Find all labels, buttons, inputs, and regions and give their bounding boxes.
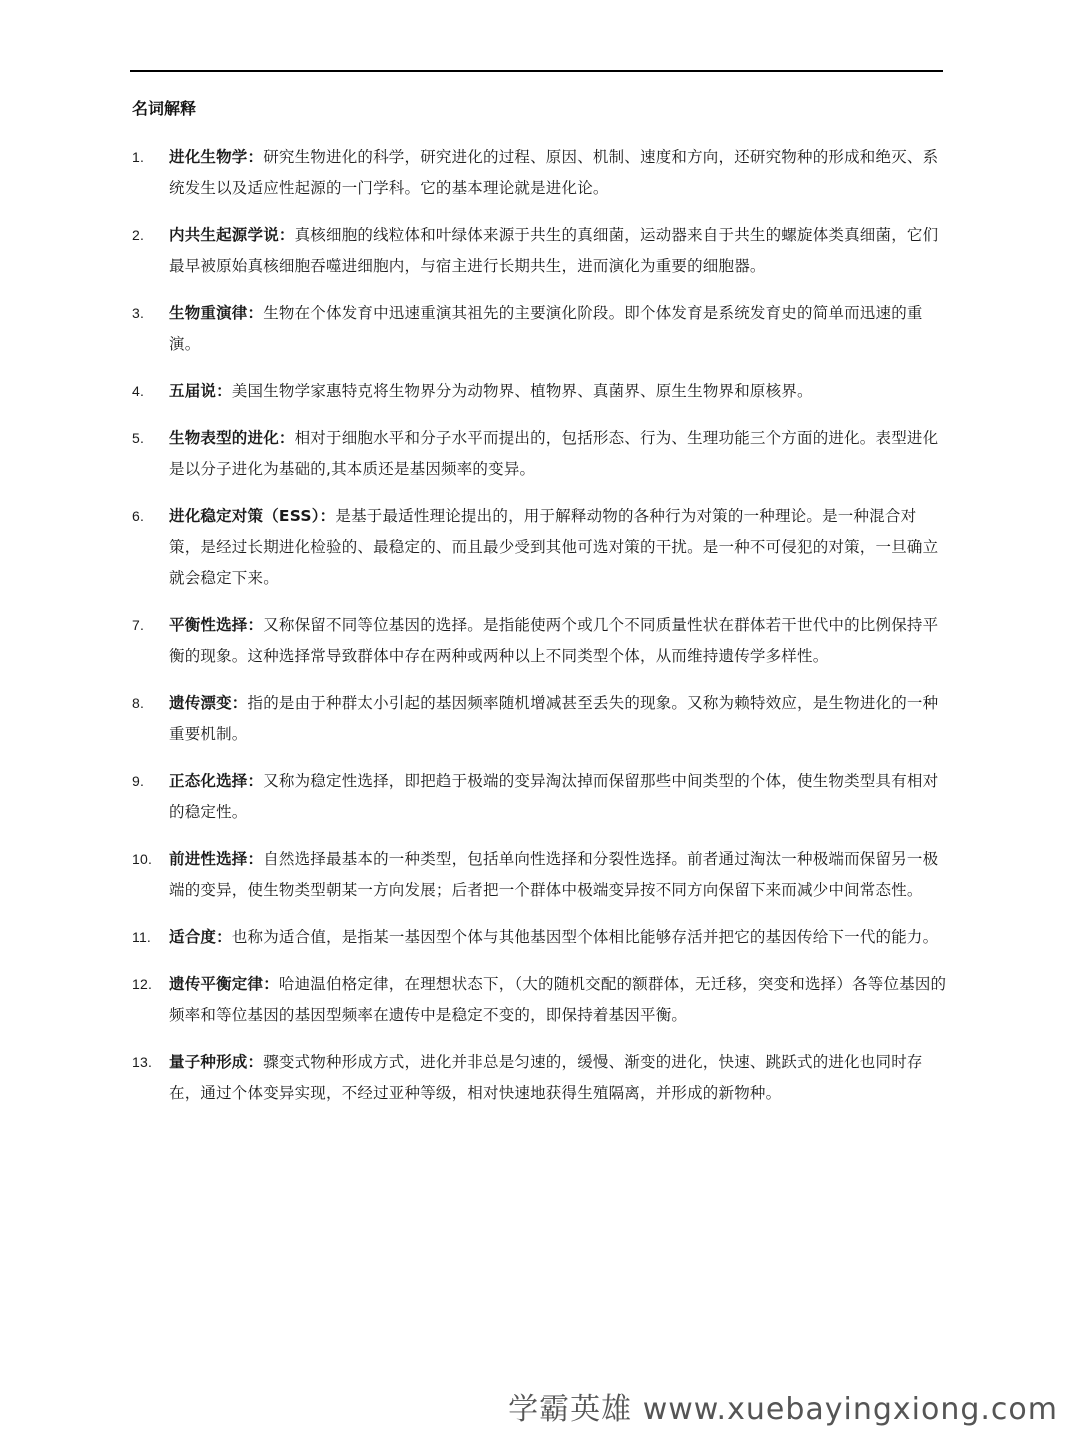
term-item [132, 1047, 947, 1109]
header-rule [130, 70, 943, 72]
term-number: 1. [132, 149, 145, 165]
footer-watermark [508, 1384, 1058, 1428]
term-number: 8. [132, 695, 145, 711]
term-name: 前进性选择： [169, 850, 264, 868]
term-definition: 哈迪温伯格定律，在理想状态下，（大的随机交配的额群体，无迁移，突变和选择）各等位基因的频率和等位基因的基因型频率在遗传中是稳定不变的，即保持着基因平衡。 [169, 975, 947, 1024]
term-item [132, 688, 947, 750]
section-title: 名词解释 [132, 99, 197, 118]
term-item [132, 844, 947, 906]
term-definition: 又称为稳定性选择，即把趋于极端的变异淘汰掉而保留那些中间类型的个体，使生物类型具有相对的稳定性。 [169, 772, 939, 821]
term-number: 7. [132, 617, 145, 633]
term-definition: 美国生物学家惠特克将生物界分为动物界、植物界、真菌界、原生生物界和原核界。 [231, 382, 813, 400]
term-item [132, 298, 947, 360]
term-number: 11. [132, 929, 152, 945]
term-item [132, 142, 947, 204]
term-definition: 相对于细胞水平和分子水平而提出的，包括形态、行为、生理功能三个方面的进化。表型进化是以分子进化为基础的,其本质还是基因频率的变异。 [169, 429, 939, 478]
term-name: 遗传漂变： [169, 694, 248, 712]
term-definition: 骤变式物种形成方式，进化并非总是匀速的，缓慢、渐变的进化，快速、跳跃式的进化也同时存在，通过个体变异实现，不经过亚种等级，相对快速地获得生殖隔离，并形成的新物种。 [169, 1053, 923, 1102]
term-name: 生物表型的进化： [169, 429, 295, 447]
term-definition: 是基于最适性理论提出的，用于解释动物的各种行为对策的一种理论。是一种混合对策，是经过长期进化检验的、最稳定的、而且最少受到其他可选对策的干扰。是一种不可侵犯的对策，一旦确立就会稳定下来。 [169, 507, 939, 587]
term-number: 13. [132, 1054, 153, 1070]
term-name: 进化稳定对策（ESS）： [169, 507, 336, 525]
term-name: 生物重演律： [169, 304, 264, 322]
term-number: 4. [132, 383, 145, 399]
term-item [132, 501, 947, 594]
term-item [132, 423, 947, 485]
term-name: 平衡性选择： [169, 616, 264, 634]
term-name: 适合度： [169, 928, 232, 946]
term-number: 10. [132, 851, 153, 867]
term-name: 正态化选择： [169, 772, 264, 790]
term-number: 12. [132, 976, 153, 992]
term-name: 遗传平衡定律： [169, 975, 279, 993]
term-name: 量子种形成： [169, 1053, 264, 1071]
term-number: 5. [132, 430, 145, 446]
term-list [132, 142, 947, 1125]
term-item [132, 610, 947, 672]
term-name: 进化生物学： [169, 148, 264, 166]
term-definition: 又称保留不同等位基因的选择。是指能使两个或几个不同质量性状在群体若干世代中的比例保持平衡的现象。这种选择常导致群体中存在两种或两种以上不同类型个体，从而维持遗传学多样性。 [169, 616, 939, 665]
term-number: 3. [132, 305, 145, 321]
term-definition: 真核细胞的线粒体和叶绿体来源于共生的真细菌，运动器来自于共生的螺旋体类真细菌，它们最早被原始真核细胞吞噬进细胞内，与宿主进行长期共生，进而演化为重要的细胞器。 [169, 226, 939, 275]
term-definition: 生物在个体发育中迅速重演其祖先的主要演化阶段。即个体发育是系统发育史的简单而迅速的重演。 [169, 304, 923, 353]
term-item [132, 969, 947, 1031]
term-number: 9. [132, 773, 145, 789]
term-item [132, 376, 947, 407]
term-definition: 指的是由于种群太小引起的基因频率随机增减甚至丢失的现象。又称为赖特效应，是生物进化的一种重要机制。 [169, 694, 939, 743]
brand-url[interactable]: www.xuebayingxiong.com [642, 1392, 1058, 1427]
term-definition: 研究生物进化的科学，研究进化的过程、原因、机制、速度和方向，还研究物种的形成和绝灭、系统发生以及适应性起源的一门学科。它的基本理论就是进化论。 [169, 148, 939, 197]
term-name: 内共生起源学说： [169, 226, 295, 244]
brand-name: 学霸英雄 [508, 1392, 633, 1427]
term-name: 五届说： [169, 382, 232, 400]
term-number: 6. [132, 508, 145, 524]
term-definition: 也称为适合值，是指某一基因型个体与其他基因型个体相比能够存活并把它的基因传给下一代的能力。 [231, 928, 939, 946]
term-item [132, 220, 947, 282]
term-definition: 自然选择最基本的一种类型，包括单向性选择和分裂性选择。前者通过淘汰一种极端而保留另一极端的变异，使生物类型朝某一方向发展；后者把一个群体中极端变异按不同方向保留下来而减少中间常态性。 [169, 850, 939, 899]
term-item [132, 766, 947, 828]
term-item [132, 922, 947, 953]
term-number: 2. [132, 227, 145, 243]
